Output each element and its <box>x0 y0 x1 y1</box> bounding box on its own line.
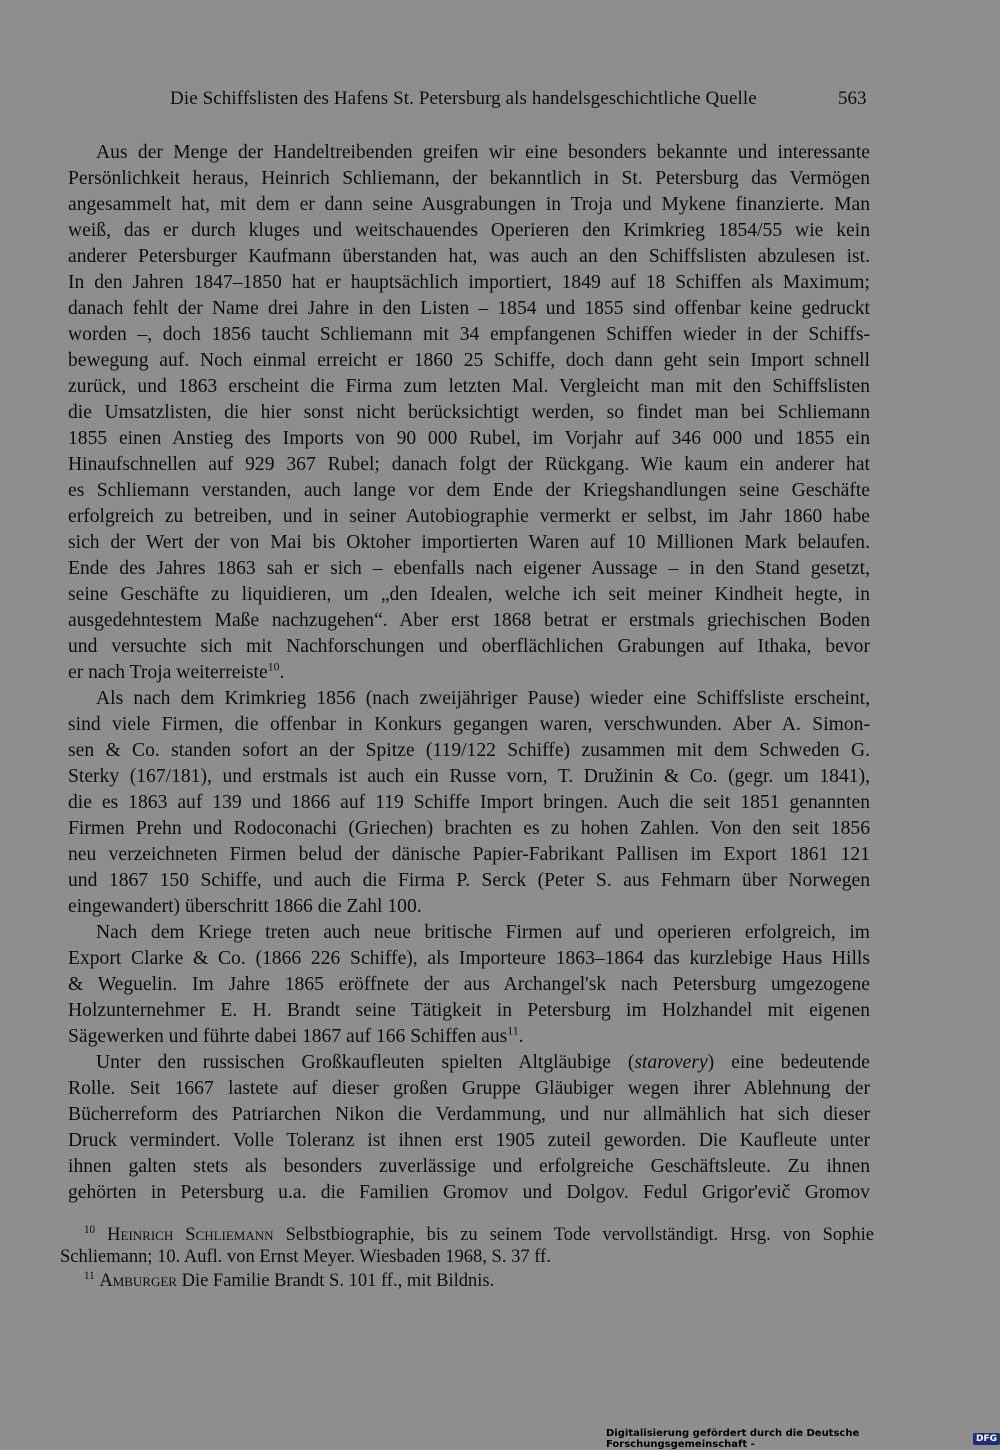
text-line: ihnen galten stets als besonders zuverlässige und erfolgreiche Geschäftsleute. Zu ihnen <box>68 1156 870 1177</box>
text-line <box>96 1050 870 1076</box>
text-line: Rolle. Seit 1667 lastete auf dieser großen Gruppe Gläubiger wegen ihrer Ablehnung der <box>68 1078 870 1099</box>
text-line: In den Jahren 1847–1850 hat er hauptsächlich importiert, 1849 auf 18 Schiffen als Maximum; <box>68 272 870 293</box>
text-line: neu verzeichneten Firmen belud der dänische Papier-Fabrikant Pallisen im Export 1861 121 <box>68 844 870 865</box>
footnote-reference: 11 <box>507 1024 519 1038</box>
footnote-number: 11 <box>84 1270 95 1282</box>
text-line: und 1867 150 Schiffe, und auch die Firma P. Serck (Peter S. aus Fehmarn über Norwegen <box>68 870 870 891</box>
credit-text: Digitalisierung gefördert durch die Deutsche Forschungsgemeinschaft - <box>606 1428 860 1450</box>
text-line: Hinaufschnellen auf 929 367 Rubel; danach folgt der Rückgang. Wie kaum ein anderer hat <box>68 454 870 475</box>
text-line: erfolgreich zu betreiben, und in seiner Autobiographie vermerkt er selbst, im Jahr 1860 habe <box>68 506 870 527</box>
footnote-number: 10 <box>84 1224 96 1236</box>
text-line: Holzunternehmer E. H. Brandt seine Tätigkeit in Petersburg im Holzhandel mit eigenen <box>68 1000 870 1021</box>
text-line: Ende des Jahres 1863 sah er sich – ebenfalls nach eigener Aussage – in den Stand gesetzt, <box>68 558 870 579</box>
page-number: 563 <box>838 88 867 109</box>
text-line: Als nach dem Krimkrieg 1856 (nach zweijähriger Pause) wieder eine Schiffsliste erscheint, <box>96 688 870 709</box>
text-line: bewegung auf. Noch einmal erreicht er 1860 25 Schiffe, doch dann geht sein Import schnell <box>68 350 870 371</box>
footnote-10-continuation: Schliemann; 10. Aufl. von Ernst Meyer. Wiesbaden 1968, S. 37 ff. <box>60 1247 551 1267</box>
footnote-author: Heinrich Schliemann <box>107 1225 274 1245</box>
footnote-text: Selbstbiographie, bis zu seinem Tode vervollständigt. Hrsg. von Sophie <box>273 1225 874 1245</box>
text-line: seine Geschäfte zu liquidieren, um „den Idealen, welche ich seit meiner Kindheit hegte, in <box>68 584 870 605</box>
text-line: und versuchte sich mit Nachforschungen und oberflächlichen Grabungen auf Ithaka, bevor <box>68 636 870 657</box>
text-line: sich der Wert der von Mai bis Oktoher importierten Waren auf 10 Millionen Mark belaufen. <box>68 532 870 553</box>
text-fragment: er nach Troja weiterreiste <box>68 662 268 683</box>
text-line: Aus der Menge der Handeltreibenden greifen wir eine besonders bekannte und interessante <box>96 142 870 163</box>
text-line: Bücherreform des Patriarchen Nikon die Verdammung, und nur allmählich hat sich dieser <box>68 1104 870 1125</box>
running-header-title: Die Schiffslisten des Hafens St. Petersburg als handelsgeschichtliche Quelle <box>170 88 757 109</box>
text-line: & Weguelin. Im Jahre 1865 eröffnete der aus Archangel'sk nach Petersburg umgezogene <box>68 974 870 995</box>
text-line: ausgedehntestem Maße nachzugehen“. Aber erst 1868 betrat er erstmals griechischen Boden <box>68 610 870 631</box>
digitization-credit <box>606 1428 1000 1450</box>
italic-term: starovery <box>634 1052 708 1073</box>
text-fragment: Unter den russischen Großkaufleuten spielten Altgläubige ( <box>96 1052 635 1073</box>
text-line: angesammelt hat, mit dem er dann seine Ausgrabungen in Troja und Mykene finanzierte. Man <box>68 194 870 215</box>
footnote-reference: 10 <box>267 660 280 674</box>
text-line: weiß, das er durch kluges und weitschauendes Operieren den Krimkrieg 1854/55 wie kein <box>68 220 870 241</box>
text-fragment: ) eine bedeutende <box>707 1052 870 1073</box>
text-line <box>68 660 870 686</box>
text-line: Nach dem Kriege treten auch neue britische Firmen auf und operieren erfolgreich, im <box>96 922 870 943</box>
dfg-logo-icon: DFG <box>973 1433 1000 1445</box>
text-line: eingewandert) überschritt 1866 die Zahl 100. <box>68 896 422 917</box>
text-line: Druck vermindert. Volle Toleranz ist ihnen erst 1905 zuteil geworden. Die Kaufleute unter <box>68 1130 870 1151</box>
text-line: sind viele Firmen, die offenbar in Konkurs gegangen waren, verschwunden. Aber A. Simon- <box>68 714 870 735</box>
footnote-11 <box>84 1270 874 1292</box>
text-line: 1855 einen Anstieg des Imports von 90 000 Rubel, im Vorjahr auf 346 000 und 1855 ein <box>68 428 870 449</box>
text-line: gehörten in Petersburg u.a. die Familien Gromov und Dolgov. Fedul Grigor'evič Gromov <box>68 1182 870 1203</box>
text-line: zurück, und 1863 erscheint die Firma zum letzten Mal. Vergleicht man mit den Schiffslisten <box>68 376 870 397</box>
text-line: anderer Petersburger Kaufmann überstanden hat, was auch an den Schiffslisten abzulesen ist. <box>68 246 870 267</box>
text-line: sen & Co. standen sofort an der Spitze (119/122 Schiffe) zusammen mit dem Schweden G. <box>68 740 870 761</box>
text-line: danach fehlt der Name drei Jahre in den Listen – 1854 und 1855 sind offenbar keine gedruckt <box>68 298 870 319</box>
text-line: die es 1863 auf 139 und 1866 auf 119 Schiffe Import bringen. Auch die seit 1851 genannten <box>68 792 870 813</box>
text-line: es Schliemann verstanden, auch lange vor dem Ende der Kriegshandlungen seine Geschäfte <box>68 480 870 501</box>
text-line: Firmen Prehn und Rodoconachi (Griechen) brachten es zu hohen Zahlen. Von den seit 1856 <box>68 818 870 839</box>
text-fragment: . <box>279 662 285 683</box>
text-line: Export Clarke & Co. (1866 226 Schiffe), als Importeure 1863–1864 das kurzlebige Haus Hills <box>68 948 870 969</box>
text-line: worden –, doch 1856 taucht Schliemann mit 34 empfangenen Schiffen wieder in der Schiffs- <box>68 324 870 345</box>
text-fragment: Sägewerken und führte dabei 1867 auf 166 Schiffen aus <box>68 1026 508 1047</box>
footnote-10 <box>84 1224 874 1246</box>
footnote-text: Die Familie Brandt S. 101 ff., mit Bildnis. <box>176 1271 495 1291</box>
text-line: Persönlichkeit heraus, Heinrich Schliemann, der bekanntlich in St. Petersburg das Vermögen <box>68 168 870 189</box>
text-line: Sterky (167/181), und erstmals ist auch ein Russe vorn, T. Družinin & Co. (gegr. um 1841), <box>68 766 870 787</box>
footnote-author: Amburger <box>99 1271 177 1291</box>
text-fragment: . <box>518 1026 524 1047</box>
text-line: die Umsatzlisten, die hier sonst nicht berücksichtigt werden, so findet man bei Schliemann <box>68 402 870 423</box>
text-line <box>68 1024 870 1050</box>
